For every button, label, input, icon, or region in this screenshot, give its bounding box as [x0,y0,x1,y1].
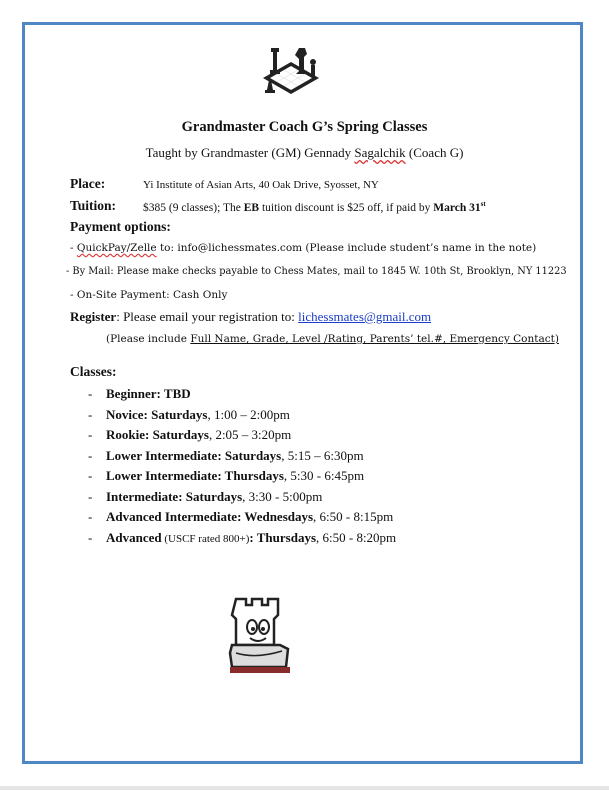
tuition-value [143,200,486,214]
class-name: Lower Intermediate: Thursdays [106,468,284,483]
page-bottom-edge [0,786,609,790]
payment-quickpay [70,242,536,254]
class-time: , 1:00 – 2:00pm [207,406,290,422]
class-name: Advanced [106,529,162,545]
rook-mascot-icon [228,593,292,675]
class-name: Intermediate: Saturdays [106,488,243,504]
register-note-pre: (Please include [106,333,191,345]
classes-list: - Beginner: TBD - Novice: Saturdays, 1:00 – 2:00pm - Rookie: Saturdays, 2:05 – 3:20pm - Lower Intermediate: Saturdays, 5:15 – 6:30pm - Lower Intermediate: Thursdays, 5:30 - 6:45pm - Intermediate: Saturdays, 3:30 - 5:00pm - Advanced Intermediate: Wednesdays, 6:50 - 8:15pm - Advanced (USCF rated 800+): Thursdays, 6:50 - 8:20pm [88,386,397,545]
quickpay-prefix: - [70,242,77,254]
class-name: Lower Intermediate: Saturdays [106,447,282,463]
class-time: , 5:15 – 6:30pm [281,447,364,463]
classes-label: Classes: [70,364,117,379]
subtitle-pre: Taught by Grandmaster (GM) Gennady [145,145,355,160]
tuition-text-1: $385 (9 classes); The [143,201,244,214]
class-day: : Thursdays [249,529,316,545]
class-time: , 3:30 - 5:00pm [242,488,323,504]
class-time: , 5:30 - 6:45pm [283,468,365,483]
tuition-text-2: tuition discount is $25 off, if paid by [259,201,434,214]
quickpay-name: QuickPay/Zelle [76,242,157,254]
register-label: Register [70,309,117,324]
quickpay-details: to: info@lichessmates.com (Please include student’s name in the note) [156,242,537,254]
tuition-label: Tuition: [70,198,117,213]
tuition-date: March 31 [433,201,481,214]
tuition-date-suffix: st [480,200,486,208]
chessboard-logo-icon [257,44,325,102]
page-subtitle [0,145,609,161]
tuition-eb: EB [243,201,260,214]
register-email-link[interactable]: lichessmates@gmail.com [298,309,432,324]
place-value: Yi Institute of Asian Arts, 40 Oak Drive, Syosset, NY [143,179,379,191]
class-time: , 6:50 - 8:20pm [316,529,397,545]
class-name: Rookie: Saturdays [106,427,209,442]
class-name: Advanced Intermediate: Wednesdays [106,509,314,524]
class-time: , 6:50 - 8:15pm [313,509,394,524]
subtitle-name: Sagalchik [354,145,406,160]
page-title: Grandmaster Coach G’s Spring Classes [181,119,428,135]
payment-label: Payment options: [70,219,171,234]
class-name: Beginner: TBD [106,386,191,401]
class-time: , 2:05 – 3:20pm [208,427,292,442]
class-name: Novice: Saturdays [106,406,208,422]
register-note-fields: Full Name, Grade, Level /Rating, Parents’ tel.#, Emergency Contact) [190,333,559,345]
payment-onsite: - On-Site Payment: Cash Only [70,289,228,301]
register-note [106,333,559,345]
register-text: : Please email your registration to: [116,309,299,324]
subtitle-post: (Coach G) [405,145,464,160]
class-requirement: (USCF rated 800+) [161,532,250,545]
payment-mail: - By Mail: Please make checks payable to Chess Mates, mail to 1845 W. 10th St, Brooklyn, NY 11223 [66,266,567,277]
place-label: Place: [70,176,106,191]
register-line [70,309,431,325]
